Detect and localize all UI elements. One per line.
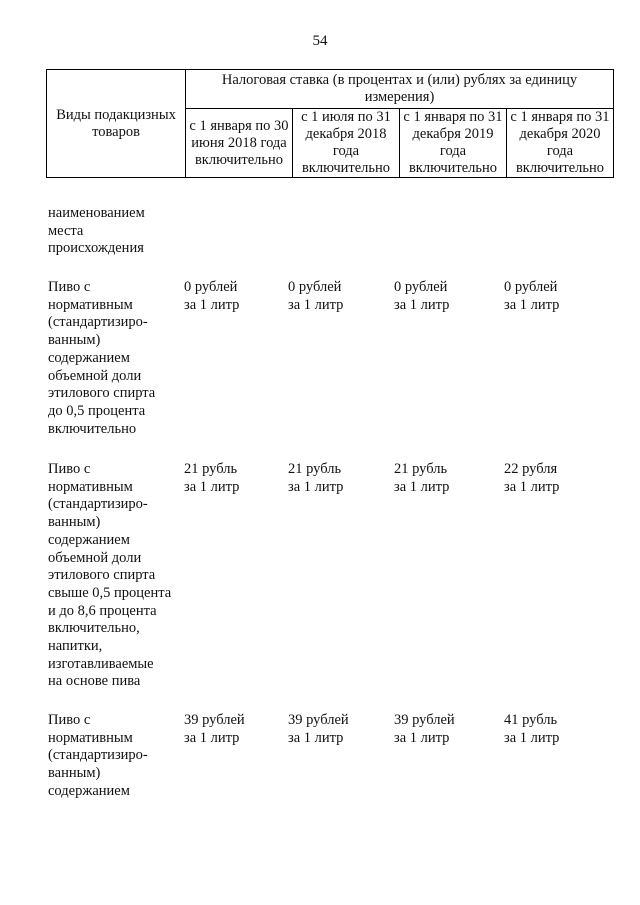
goods-description bbox=[48, 205, 176, 258]
goods-description-line: ванным) bbox=[48, 765, 101, 782]
rate-cell bbox=[288, 279, 388, 314]
goods-description bbox=[48, 461, 176, 691]
goods-description-line: Пиво с bbox=[48, 461, 91, 477]
goods-description bbox=[48, 712, 176, 801]
goods-description-line: включительно bbox=[48, 420, 137, 437]
goods-description-line: этилового спирта bbox=[48, 567, 156, 584]
column-header-period-4: с 1 января по 31 декабря 2020 года включительно bbox=[507, 109, 614, 178]
goods-description-line: (стандартизиро- bbox=[48, 747, 148, 764]
goods-description-line: Пиво с bbox=[48, 279, 91, 295]
goods-description-line: объемной доли bbox=[48, 367, 142, 384]
rate-line: за 1 литр bbox=[394, 478, 450, 495]
rate-cell bbox=[504, 279, 604, 314]
rate-line: 41 рубль bbox=[504, 712, 558, 728]
goods-description-line: свыше 0,5 процента bbox=[48, 584, 172, 601]
goods-description-line: на основе пива bbox=[48, 673, 141, 690]
page-number: 54 bbox=[312, 33, 328, 49]
rate-cell bbox=[504, 461, 604, 496]
goods-description-line: изготавливаемые bbox=[48, 655, 154, 672]
rate-line: за 1 литр bbox=[184, 296, 240, 313]
goods-description-line: до 0,5 процента bbox=[48, 402, 146, 419]
rate-line: 21 рубль bbox=[184, 461, 238, 477]
rate-line: за 1 литр bbox=[184, 729, 240, 746]
column-header-period-1: с 1 января по 30 июня 2018 года включительно bbox=[186, 109, 293, 178]
column-header-period-3: с 1 января по 31 декабря 2019 года включительно bbox=[400, 109, 507, 178]
goods-description-line: (стандартизиро- bbox=[48, 314, 148, 331]
rate-line: 39 рублей bbox=[288, 712, 349, 728]
rate-cell bbox=[394, 461, 494, 496]
rate-line: за 1 литр bbox=[288, 729, 344, 746]
rate-line: 0 рублей bbox=[394, 279, 448, 295]
rate-line: 39 рублей bbox=[184, 712, 245, 728]
rate-cell bbox=[288, 461, 388, 496]
goods-description-line: места bbox=[48, 222, 84, 239]
rate-cell bbox=[184, 712, 284, 747]
rate-line: 0 рублей bbox=[184, 279, 238, 295]
rate-cell bbox=[394, 279, 494, 314]
goods-description-line: содержанием bbox=[48, 349, 130, 366]
column-header-period-2: с 1 июля по 31 декабря 2018 года включительно bbox=[293, 109, 400, 178]
rate-line: за 1 литр bbox=[394, 729, 450, 746]
rate-line: 0 рублей bbox=[504, 279, 558, 295]
tax-rate-table-header bbox=[46, 69, 614, 178]
rate-line: за 1 литр bbox=[394, 296, 450, 313]
goods-description-line: Пиво с bbox=[48, 712, 91, 728]
goods-description-line: и до 8,6 процента bbox=[48, 602, 157, 619]
goods-description-line: нормативным bbox=[48, 478, 133, 495]
rate-line: за 1 литр bbox=[288, 296, 344, 313]
rate-line: 39 рублей bbox=[394, 712, 455, 728]
rate-line: за 1 литр bbox=[184, 478, 240, 495]
rate-line: 21 рубль bbox=[288, 461, 342, 477]
rate-line: 22 рубля bbox=[504, 461, 558, 477]
rate-line: за 1 литр bbox=[288, 478, 344, 495]
goods-description-line: ванным) bbox=[48, 332, 101, 349]
goods-description-line: происхождения bbox=[48, 240, 144, 257]
goods-description-line: содержанием bbox=[48, 782, 130, 799]
goods-description-line: (стандартизиро- bbox=[48, 496, 148, 513]
rate-line: 21 рубль bbox=[394, 461, 448, 477]
goods-description-line: наименованием bbox=[48, 205, 145, 221]
goods-description-line: объемной доли bbox=[48, 549, 142, 566]
rate-cell bbox=[184, 461, 284, 496]
rate-line: 0 рублей bbox=[288, 279, 342, 295]
rate-cell bbox=[288, 712, 388, 747]
goods-description-line: этилового спирта bbox=[48, 385, 156, 402]
goods-description-line: содержанием bbox=[48, 531, 130, 548]
rate-cell bbox=[504, 712, 604, 747]
rate-cell bbox=[394, 712, 494, 747]
column-header-tax-rate: Налоговая ставка (в процентах и (или) рублях за единицу измерения) bbox=[186, 70, 614, 109]
goods-description-line: ванным) bbox=[48, 514, 101, 531]
rate-line: за 1 литр bbox=[504, 729, 560, 746]
goods-description bbox=[48, 279, 176, 438]
column-header-goods-kinds: Виды подакцизных товаров bbox=[47, 70, 186, 178]
rate-line: за 1 литр bbox=[504, 296, 560, 313]
goods-description-line: включительно, bbox=[48, 620, 140, 637]
rate-cell bbox=[184, 279, 284, 314]
goods-description-line: нормативным bbox=[48, 729, 133, 746]
goods-description-line: нормативным bbox=[48, 296, 133, 313]
rate-line: за 1 литр bbox=[504, 478, 560, 495]
goods-description-line: напитки, bbox=[48, 638, 103, 655]
